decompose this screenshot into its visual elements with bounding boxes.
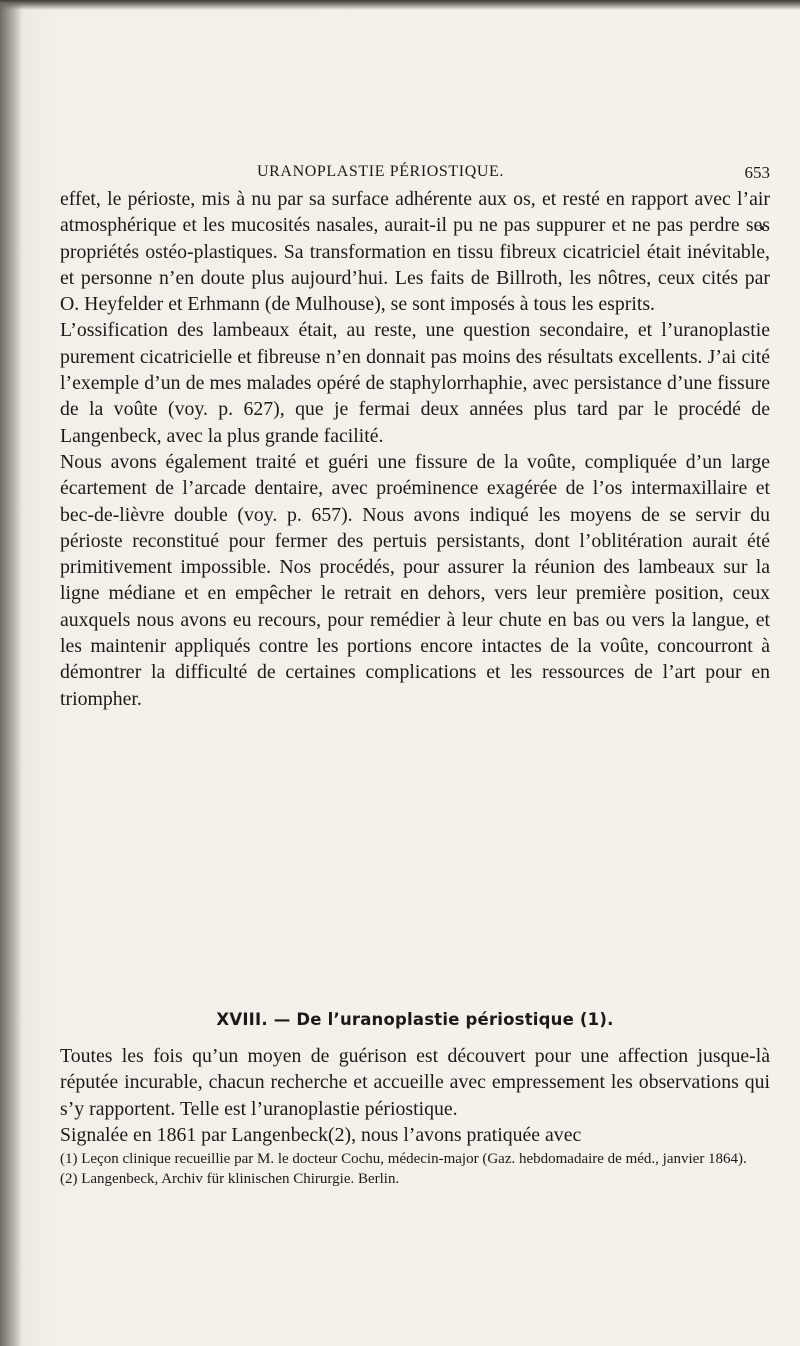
page-number: 653	[744, 163, 770, 182]
paragraph: Toutes les fois qu’un moyen de guérison est découvert pour une affection jusque-là réputée incurable, chacun recherche et accueille avec empressement les observations qui s’y rapportent. Telle est l’uranoplastie périostique.	[60, 1045, 770, 1120]
footnote: (2) Langenbeck, Archiv für klinischen Chirurgie. Berlin.	[60, 1170, 400, 1187]
page-top-shadow	[0, 0, 800, 10]
section-title: XVIII. — De l’uranoplastie périostique (1).	[216, 1010, 614, 1029]
binding-edge	[0, 0, 22, 1346]
paragraph: Signalée en 1861 par Langenbeck(2), nous l’avons pratiquée avec	[60, 1123, 582, 1146]
paragraph: L’ossification des lambeaux était, au reste, une question secondaire, et l’uranoplastie purement cicatricielle et fibreuse n’en donnait pas moins des résultats excellents. J’ai cité l’exemple d’un de mes malades opéré de staphylorrhaphie, avec persistance d’une fissure de la voûte (voy. p. 627), que je fermai deux années plus tard par le procédé de Langenbeck, avec la plus grande facilité.	[60, 319, 770, 447]
running-title: URANOPLASTIE PÉRIOSTIQUE.	[257, 163, 504, 180]
footnote: (1) Leçon clinique recueillie par M. le docteur Cochu, médecin-major (Gaz. hebdomadaire de méd., janvier 1864).	[60, 1151, 747, 1167]
paragraph: Nous avons également traité et guéri une fissure de la voûte, compliquée d’un large écartement de l’arcade dentaire, avec proéminence exagérée de l’os intermaxillaire et bec-de-lièvre double (voy. p. 657). Nous avons indiqué les moyens de se servir du périoste reconstitué pour fermer des pertuis persistants, dont l’oblitération aurait été primitivement impossible. Nos procédés, pour assurer la réunion des lambeaux sur la ligne médiane et en empêcher le retrait en dehors, vers leur première position, ceux auxquels nous avons eu recours, pour remédier à leur chute en bas ou vers la langue, et les maintenir appliqués contre les portions encore intactes de la voûte, concourront à démontrer la difficulté de certaines complications et les ressources de l’art pour en triompher.	[60, 450, 770, 710]
paragraph: effet, le périoste, mis à nu par sa surface adhérente aux os, et resté en rapport avec l’air atmosphérique et les mucosités nasales, aurait-il pu ne pas suppurer et ne pas perdre ses propriétés ostéo-plastiques. Sa transformation en tissu fibreux cicatriciel était inévitable, et personne n’en doute plus aujourd’hui. Les faits de Billroth, les nôtres, ceux cités par O. Heyfelder et Erhmann (de Mulhouse), se sont imposés à tous les esprits.	[60, 188, 770, 316]
footnotes	[60, 1150, 770, 1189]
body-text	[60, 186, 770, 712]
page-header	[60, 163, 770, 187]
section-text	[60, 1043, 770, 1148]
